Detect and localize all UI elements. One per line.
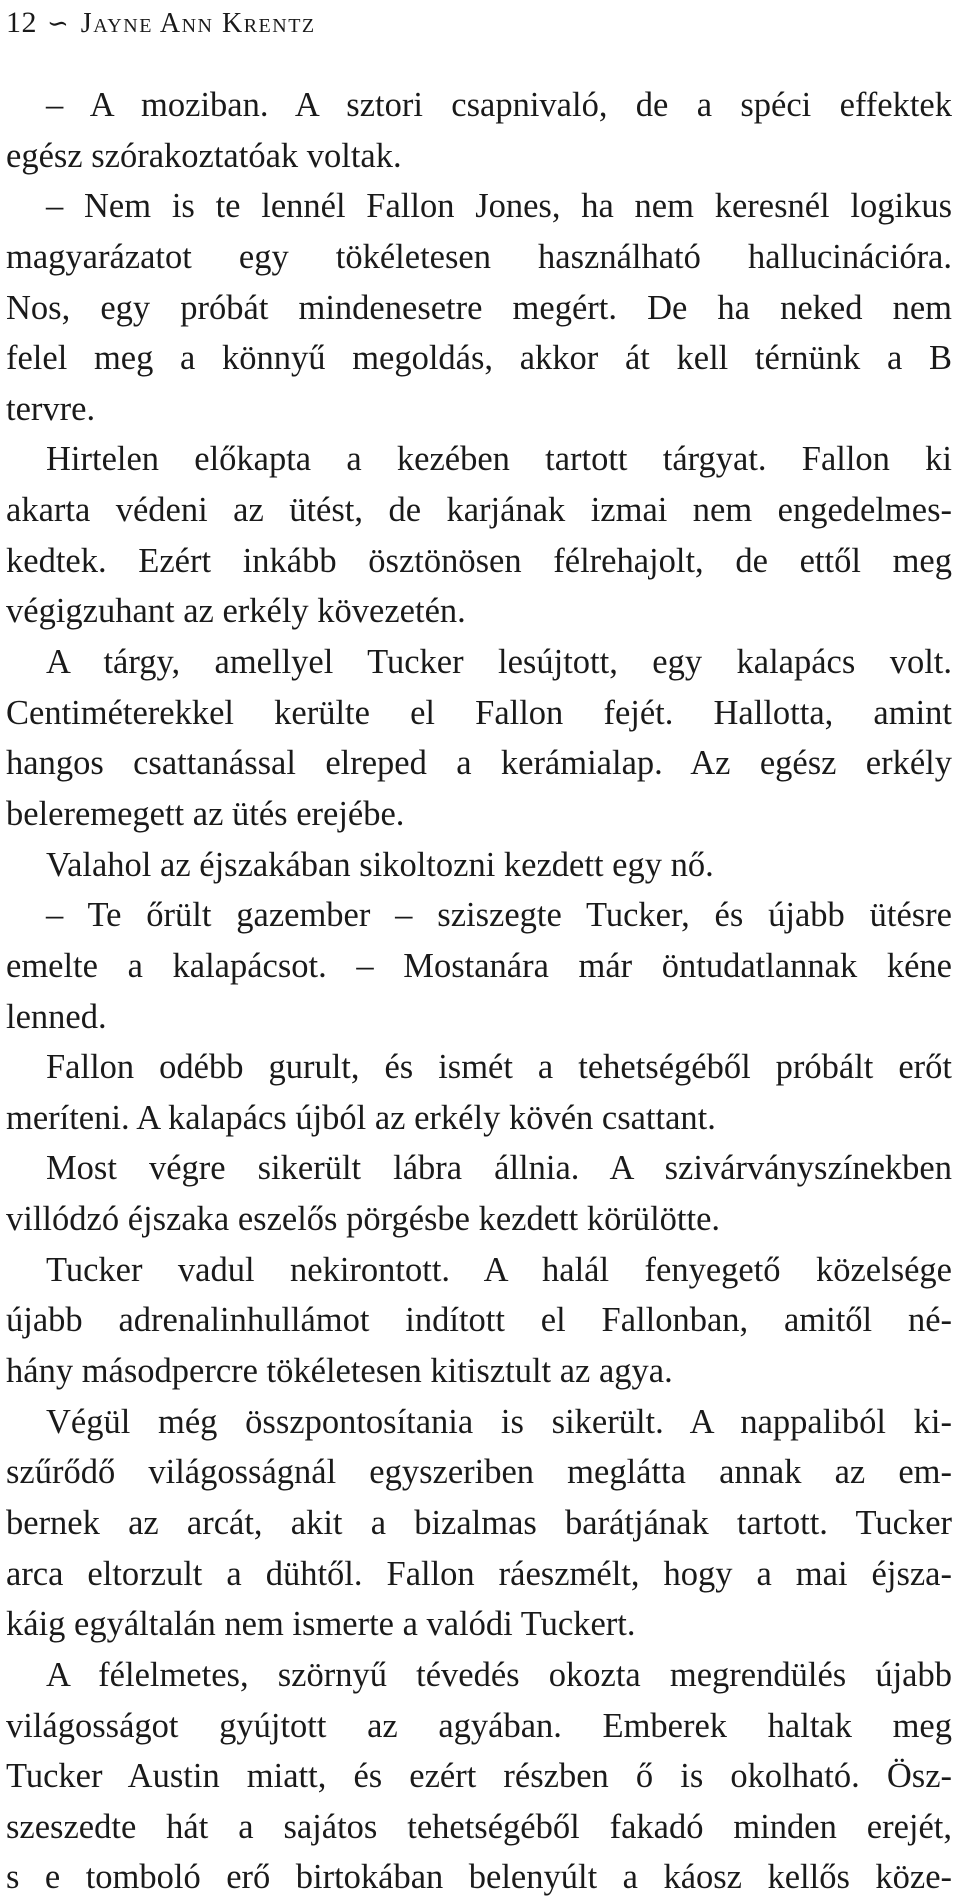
text-line: világosságot gyújtott az agyában. Emberek haltak meg	[6, 1706, 952, 1745]
text-line: emelte a kalapácsot. – Mostanára már öntudatlannak kéne	[6, 946, 952, 985]
text-line: s e tomboló erő birtokában belenyúlt a káosz kellős köze-	[6, 1858, 952, 1897]
text-line: hány másodpercre tökéletesen kitisztult az agya.	[6, 1352, 673, 1391]
text-line: beleremegett az ütés erejébe.	[6, 794, 405, 833]
ornament-icon: ∽	[47, 9, 69, 38]
text-line: magyarázatot egy tökéletesen használható hallucinációra.	[6, 237, 952, 276]
text-line: akarta védeni az ütést, de karjának izmai nem engedelmes-	[6, 491, 952, 530]
text-line: – Nem is te lennél Fallon Jones, ha nem keresnél logikus	[46, 187, 952, 226]
text-line: lenned.	[6, 997, 107, 1036]
text-line: – A moziban. A sztori csapnivaló, de a spéci effektek	[46, 86, 952, 124]
author-name: Jayne Ann Krentz	[80, 8, 316, 39]
text-line: arca eltorzult a dühtől. Fallon ráeszmélt, hogy a mai éjsza-	[6, 1554, 952, 1593]
page-number: 12	[6, 6, 37, 39]
text-line: végigzuhant az erkély kövezetén.	[6, 592, 466, 631]
text-line: meríteni. A kalapács újból az erkély kövén csattant.	[6, 1098, 716, 1137]
text-line: szeszedte hát a sajátos tehetségéből fakadó minden erejét,	[6, 1807, 952, 1846]
text-line: Most végre sikerült lábra állnia. A szivárványszínekben	[46, 1149, 952, 1188]
text-line: egész szórakoztatóak voltak.	[6, 136, 402, 175]
text-line: – Te őrült gazember – sziszegte Tucker, és újabb ütésre	[46, 896, 952, 935]
text-line: káig egyáltalán nem ismerte a valódi Tuckert.	[6, 1605, 636, 1644]
text-line: felel meg a könnyű megoldás, akkor át kell térnünk a B	[6, 339, 952, 378]
text-line: Hirtelen előkapta a kezében tartott tárgyat. Fallon ki	[46, 440, 952, 479]
text-line: szűrődő világosságnál egyszeriben meglátta annak az em-	[6, 1453, 952, 1492]
text-line: Tucker vadul nekirontott. A halál fenyegető közelsége	[46, 1250, 952, 1289]
text-line: kedtek. Ezért inkább ösztönösen félrehajolt, de ettől meg	[6, 541, 952, 580]
text-line: Tucker Austin miatt, és ezért részben ő is okolható. Ösz-	[6, 1757, 952, 1796]
text-line: tervre.	[6, 389, 96, 428]
text-line: újabb adrenalinhullámot indított el Fallonban, amitől né-	[6, 1301, 952, 1340]
text-line: Nos, egy próbát mindenesetre megért. De ha neked nem	[6, 288, 952, 327]
text-line: Fallon odébb gurult, és ismét a tehetségéből próbált erőt	[46, 1048, 952, 1087]
text-line: villódzó éjszaka eszelős pörgésbe kezdett körülötte.	[6, 1200, 721, 1239]
body-text	[6, 80, 952, 1903]
text-line: Valahol az éjszakában sikoltozni kezdett egy nő.	[46, 845, 714, 884]
text-line: bernek az arcát, akit a bizalmas barátjának tartott. Tucker	[6, 1503, 952, 1542]
text-line: hangos csattanással elreped a kerámialap. Az egész erkély	[6, 744, 952, 783]
text-line: A félelmetes, szörnyű tévedés okozta megrendülés újabb	[46, 1655, 952, 1694]
text-line: A tárgy, amellyel Tucker lesújtott, egy kalapács volt.	[46, 643, 952, 682]
running-head	[6, 6, 316, 40]
text-line: Centiméterekkel kerülte el Fallon fejét. Hallotta, amint	[6, 693, 952, 732]
text-line: Végül még összpontosítania is sikerült. A nappaliból ki-	[46, 1402, 952, 1441]
